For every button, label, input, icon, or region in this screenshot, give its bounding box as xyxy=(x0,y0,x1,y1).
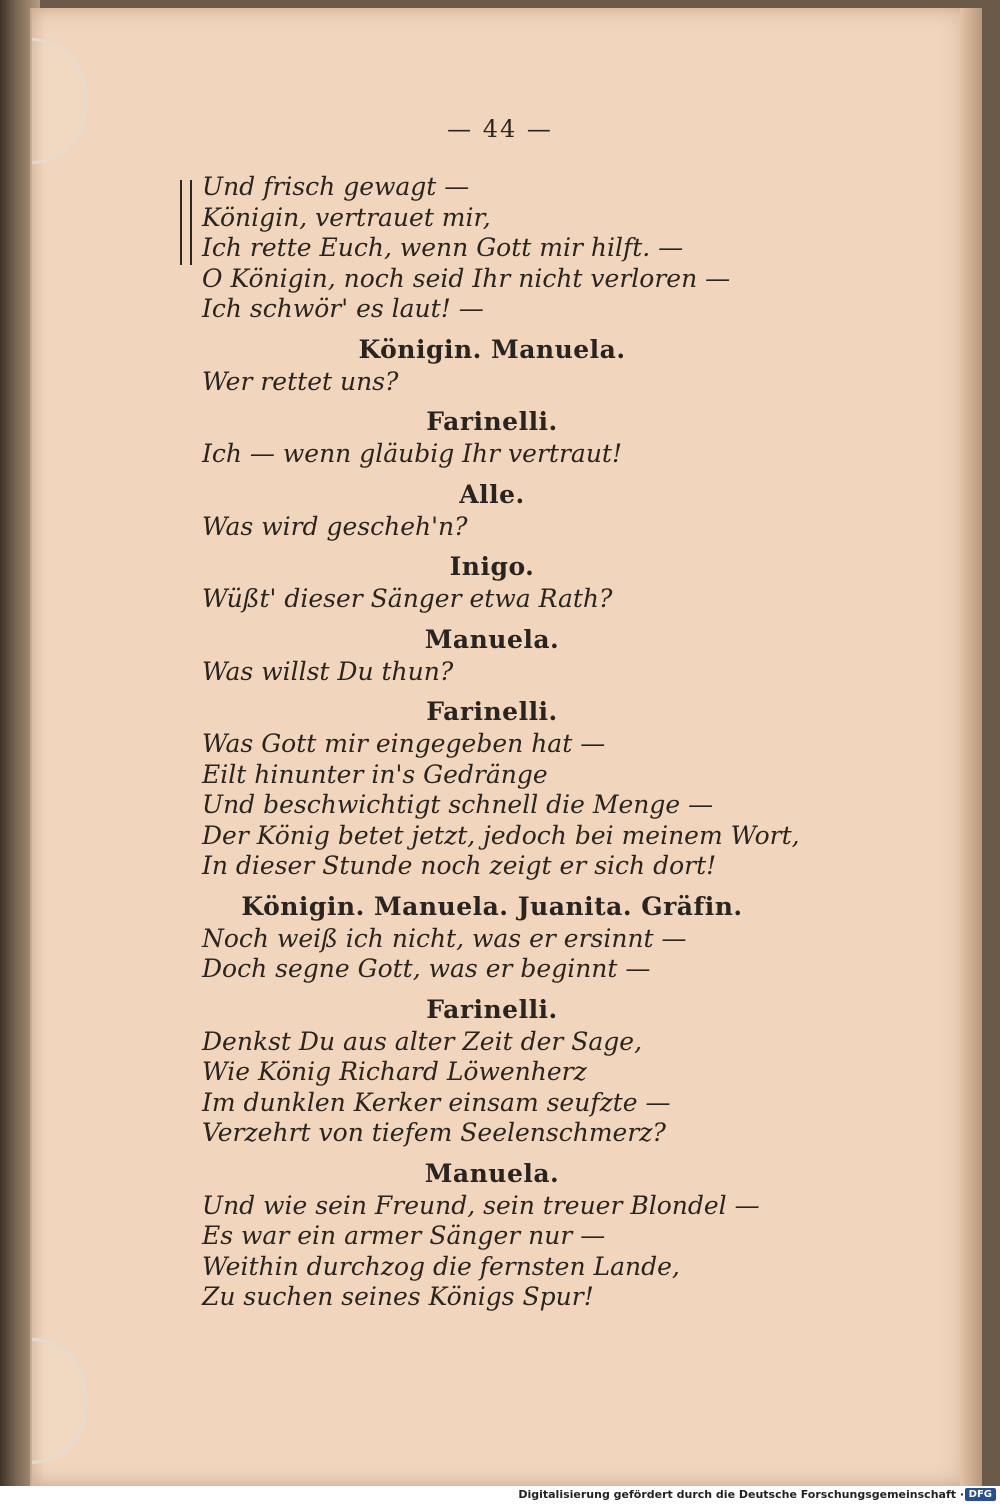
verse-line: Wüßt' dieser Sänger etwa Rath? xyxy=(202,584,613,613)
verse-line: Ich schwör' es laut! — xyxy=(202,294,484,323)
verse-line: Im dunklen Kerker einsam seufzte — xyxy=(202,1087,671,1117)
verse-line: Wie König Richard Löwenherz xyxy=(202,1057,587,1086)
verse-line: Ich rette Euch, wenn Gott mir hilft. — xyxy=(202,233,684,262)
verse-line: Was wird gescheh'n? xyxy=(202,511,468,541)
verse-line: Und frisch gewagt — xyxy=(202,172,470,201)
verse-line: Verzehrt von tiefem Seelenschmerz? xyxy=(202,1118,666,1147)
verse-line: Doch segne Gott, was er beginnt — xyxy=(202,954,651,983)
speaker-name: Farinelli. xyxy=(426,697,558,726)
verse-line: Eilt hinunter in's Gedränge xyxy=(202,759,548,789)
verse-text xyxy=(202,172,822,1313)
speaker-name: Farinelli. xyxy=(426,407,558,436)
digitization-credit: Digitalisierung gefördert durch die Deutsche Forschungsgemeinschaft · xyxy=(518,1488,964,1501)
verse-line: Ich — wenn gläubig Ihr vertraut! xyxy=(202,439,623,468)
speaker-name: Königin. Manuela. xyxy=(358,334,626,364)
verse-line: Noch weiß ich nicht, was er ersinnt — xyxy=(202,923,687,953)
speaker-name: Manuela. xyxy=(424,1158,560,1188)
binding-ring-bottom xyxy=(32,1338,87,1464)
page-number: — 44 — xyxy=(447,115,553,143)
speaker-name: Alle. xyxy=(459,479,525,509)
margin-bars xyxy=(178,180,196,265)
verse-line: Und beschwichtigt schnell die Menge — xyxy=(202,790,714,819)
verse-line: Zu suchen seines Königs Spur! xyxy=(202,1282,594,1311)
verse-line: Und wie sein Freund, sein treuer Blondel — xyxy=(202,1190,760,1220)
verse-line: Was willst Du thun? xyxy=(202,656,454,686)
speaker-name: Manuela. xyxy=(424,624,560,654)
dfg-logo: DFG xyxy=(965,1488,996,1501)
verse-line: In dieser Stunde noch zeigt er sich dort! xyxy=(202,851,717,880)
verse-line: Weithin durchzog die fernsten Lande, xyxy=(202,1251,680,1281)
page-edge-right xyxy=(960,8,982,1486)
verse-line: Was Gott mir eingegeben hat — xyxy=(202,729,606,758)
verse-line: Denkst Du aus alter Zeit der Sage, xyxy=(202,1026,643,1056)
speaker-name: Inigo. xyxy=(449,552,535,581)
speaker-name: Farinelli. xyxy=(426,994,558,1024)
speaker-name: Königin. Manuela. Juanita. Gräfin. xyxy=(241,891,743,921)
verse-line: O Königin, noch seid Ihr nicht verloren — xyxy=(202,263,731,293)
verse-line: Es war ein armer Sänger nur — xyxy=(202,1221,606,1250)
binding-ring-top xyxy=(32,38,87,164)
verse-line: Wer rettet uns? xyxy=(202,366,399,396)
verse-line: Der König betet jetzt, jedoch bei meinem Wort, xyxy=(202,820,800,850)
verse-line: Königin, vertrauet mir, xyxy=(202,202,491,232)
